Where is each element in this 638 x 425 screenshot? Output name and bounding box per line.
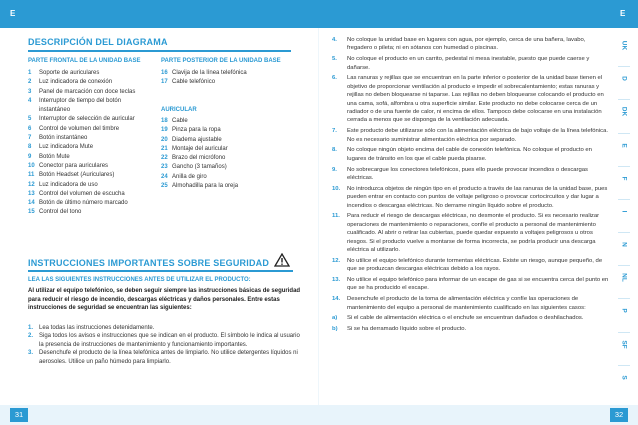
item-text: Este producto debe utilizarse sólo con la alimentación eléctrica de bajo voltaje de la línea telefónica. No es necesario suministrar alimentación eléctrica por separado. [347, 128, 608, 143]
item-number: 6 [28, 125, 32, 132]
list-item [28, 69, 158, 78]
item-number: 22 [161, 155, 168, 162]
item-number: 10. [332, 185, 341, 192]
item-number: 1. [28, 325, 34, 331]
list-item [28, 208, 158, 217]
item-text: No coloque el producto en un carrito, pedestal ni mesa inestable, puesto que puede caerse y dañarse. [347, 56, 590, 71]
list-item [332, 212, 610, 254]
item-number: 3 [28, 88, 32, 95]
item-text: Luz indicadora Mute [39, 144, 94, 151]
item-text: Interruptor de selección de auricular [39, 116, 135, 123]
list-item [28, 349, 302, 366]
item-text: Brazo del micrófono [172, 155, 226, 162]
item-number: 2. [28, 333, 34, 340]
item-number: 21 [161, 145, 168, 152]
list-item [28, 332, 302, 349]
item-text: No utilice el equipo telefónico durante tormentas eléctricas. Existe un riesgo, aunque pequeño, de que se produzcan descargas eléctricas debido a los rayos. [347, 257, 603, 273]
item-text: Diadema ajustable [172, 136, 222, 143]
language-tab-f[interactable]: F [620, 176, 628, 181]
item-number: 8 [28, 144, 32, 151]
language-tab-d[interactable]: D [620, 76, 628, 82]
language-tab-i[interactable]: I [620, 210, 628, 213]
rear-heading: PARTE POSTERIOR DE LA UNIDAD BASE [161, 58, 281, 64]
rear-parts-list [161, 69, 301, 88]
item-number: 25 [161, 183, 168, 190]
item-text: Botón instantáneo [39, 135, 88, 142]
item-text: Para reducir el riesgo de descargas eléctricas, no desmonte el producto. Si es necesario realizar operaciones de mantenimiento o reparaciones, confíe el producto a personal de mantenimiento cualificado. Al abrir o retirar las cubiertas, puede quedar expuesto a voltajes peligrosos u otros riesgos. Si el producto vuelve a montarse de forma incorrecta, se podría producir una descarga eléctrica al utilizarlo. [347, 213, 600, 254]
language-tab-e[interactable]: E [620, 142, 628, 148]
language-separator [618, 66, 630, 67]
list-item [28, 97, 158, 106]
list-item [332, 257, 610, 274]
language-tab-nl[interactable]: NL [620, 273, 628, 283]
list-item [28, 106, 158, 115]
item-number [28, 106, 39, 115]
item-text: Control de volumen del timbre [39, 125, 120, 132]
list-item [28, 171, 158, 180]
headset-heading: AURICULAR [161, 107, 197, 113]
item-text: Almohadilla para la oreja [172, 183, 239, 190]
item-number: 11. [332, 213, 340, 220]
item-number: 13. [332, 277, 341, 284]
item-number: 12. [332, 257, 341, 264]
list-item [332, 146, 610, 163]
item-text: No introduzca objetos de ningún tipo en el producto a través de las ranuras de la unidad base, pues pueden entrar en contacto con puntos de voltaje peligroso o provocar cortocircuitos y dar lugar a incendios o descargas eléctricas. No derrame ningún líquido sobre el producto. [347, 185, 608, 209]
item-text: Siga todos los avisos e instrucciones que se indican en el producto. El símbolo le indica al usuario la presencia de instrucciones de mantenimiento y funcionamiento importantes. [39, 333, 300, 348]
headset-parts-list [161, 117, 301, 191]
list-item [161, 69, 301, 78]
item-text: Interruptor de tiempo del botón [39, 97, 122, 104]
list-item [161, 117, 301, 126]
list-item [28, 181, 158, 190]
item-number: 3. [28, 350, 34, 357]
language-separator [618, 332, 630, 333]
language-separator [618, 99, 630, 100]
item-number: 17 [161, 79, 168, 86]
item-text: Pinza para la ropa [172, 127, 221, 134]
language-tab-n[interactable]: N [620, 242, 628, 247]
item-text: Cable telefónico [172, 79, 216, 86]
list-item [332, 36, 610, 53]
list-item [28, 143, 158, 152]
item-text: instantáneo [39, 107, 71, 114]
list-item [332, 74, 610, 124]
item-number: 10 [28, 162, 35, 169]
item-number: 20 [161, 136, 168, 143]
item-number: 15 [28, 209, 35, 216]
item-text: No utilice el equipo telefónico para informar de un escape de gas si se encuentra cerca del punto en que se ha producido el escape. [347, 277, 609, 292]
item-text: Soporte de auriculares [39, 70, 100, 76]
item-text: Control del tono [39, 209, 82, 216]
language-separator [618, 265, 630, 266]
item-text: Montaje del auricular [172, 145, 228, 152]
list-item [161, 126, 301, 135]
language-separator [618, 133, 630, 134]
front-parts-list [28, 69, 158, 218]
safety-intro: Al utilizar el equipo telefónico, se deben seguir siempre las instrucciones básicas de seguridad para reducir el riesgo de incendio, descargas eléctricas y daños personales. Entre estas instrucciones de seguridad se encuentran las siguientes: [28, 288, 301, 312]
safety-underline [28, 270, 293, 272]
item-number: 5. [332, 56, 337, 63]
header-left-label: E [10, 9, 16, 18]
item-number: 19 [161, 127, 168, 134]
list-item [28, 153, 158, 162]
item-text: Botón Mute [39, 153, 70, 160]
language-tab-sf[interactable]: SF [620, 339, 628, 349]
warning-icon [274, 253, 290, 267]
item-number: 16 [161, 70, 168, 76]
item-number: 8. [332, 147, 337, 154]
item-text: Desenchufe el producto de la toma de alimentación eléctrica y confíe las operaciones de mantenimiento del equipo a personal de mantenimiento cualificado en las siguientes casos: [347, 296, 586, 311]
list-item [332, 295, 610, 312]
language-tab-p[interactable]: P [620, 308, 628, 314]
list-item [28, 134, 158, 143]
item-number: b) [332, 326, 338, 333]
list-item [28, 125, 158, 134]
item-text: Clavija de la línea telefónica [172, 70, 247, 76]
item-number: 24 [161, 173, 168, 180]
item-text: Conector para auriculares [39, 162, 109, 169]
item-number: 7. [332, 128, 337, 135]
list-item [161, 78, 301, 87]
item-text: Anilla de giro [172, 173, 207, 180]
list-item [161, 163, 301, 172]
item-number: 6. [332, 75, 337, 82]
item-number: 2 [28, 79, 32, 86]
item-text: Luz indicadora de conexión [39, 79, 113, 86]
list-item [28, 190, 158, 199]
title-underline [28, 50, 291, 52]
item-text: No coloque la unidad base en lugares con agua, por ejemplo, cerca de una bañera, lavabo, fregadero o pileta; ni en sótanos con humedad o piscinas. [347, 37, 586, 52]
item-number: 9. [332, 166, 337, 173]
item-number: 4 [28, 97, 32, 104]
language-separator [618, 166, 630, 167]
list-item [161, 182, 301, 191]
list-item [161, 154, 301, 163]
item-number: 13 [28, 190, 35, 197]
item-text: Botón de último número marcado [39, 200, 128, 207]
list-item [161, 145, 301, 154]
item-number: 1 [28, 70, 32, 76]
item-number: 4. [332, 37, 337, 43]
list-item [332, 185, 610, 210]
item-text: No coloque ningún objeto encima del cable de conexión telefónica. No coloque el producto en lugares de tránsito en los que el cable pueda pisarse. [347, 147, 592, 162]
language-tab-s[interactable]: S [620, 375, 628, 380]
language-separator [618, 298, 630, 299]
list-item [332, 276, 610, 293]
item-number: 12 [28, 181, 35, 188]
list-item [28, 115, 158, 124]
page-divider [318, 28, 319, 405]
item-number: 14. [332, 296, 341, 303]
header-bar [0, 0, 638, 28]
item-text: Si se ha derramado líquido sobre el producto. [347, 326, 467, 333]
item-text: No sobrecargue los conectores telefónicos, pues ello puede provocar incendios o descargas eléctricas. [347, 166, 589, 182]
item-text: Botón Headset (Auriculares) [39, 172, 115, 179]
safety-instructions-list [28, 324, 302, 366]
item-text: Cable [172, 118, 188, 124]
list-item [28, 324, 302, 332]
footer-bar [0, 405, 638, 425]
item-number: 9 [28, 153, 32, 160]
item-number: 7 [28, 135, 32, 142]
safety-subheading: LEA LAS SIGUIENTES INSTRUCCIONES ANTES DE UTILIZAR EL PRODUCTO: [28, 277, 251, 283]
item-text: Desenchufe el producto de la línea telefónica antes de limpiarlo. No utilice detergentes líquidos ni aerosoles. Utilice un paño húmedo para limpiarlo. [39, 350, 298, 365]
page-number-right: 32 [610, 408, 628, 422]
item-text: Control del volumen de escucha [39, 190, 125, 197]
item-number: 23 [161, 164, 168, 171]
list-item [332, 55, 610, 72]
page-number-left: 31 [10, 408, 28, 422]
language-separator [618, 232, 630, 233]
item-text: Gancho (3 tamaños) [172, 164, 227, 171]
item-number: 5 [28, 116, 32, 123]
list-item [332, 325, 610, 333]
list-item [332, 166, 610, 183]
list-item [161, 173, 301, 182]
item-text: Las ranuras y rejillas que se encuentran en la parte inferior o posterior de la unidad base tienen el objetivo de proporcionar ventilación al producto e impedir el sobrecalentamiento; estas ranuras y rejillas no deben bloquearse ni taparse. Las rejillas no deben bloquearse colocando el producto en una cama, sofá, alfombra u otra superficie similar. Este producto no debe colocarse cerca de un radiador o de una fuente de calor, ni encima de ellos. Tampoco debe colocarse en una instalación cerrada a menos que se disponga de la ventilación adecuada. [347, 75, 604, 124]
safety-title: INSTRUCCIONES IMPORTANTES SOBRE SEGURIDAD [28, 258, 270, 268]
front-heading: PARTE FRONTAL DE LA UNIDAD BASE [28, 58, 141, 64]
list-item [28, 199, 158, 208]
safety-instructions-continued [332, 36, 610, 336]
item-text: Si el cable de alimentación eléctrica o el enchufe se encuentran dañados o deshilachados. [347, 315, 584, 322]
language-separator [618, 199, 630, 200]
item-number: a) [332, 315, 338, 322]
header-right-label: E [620, 9, 626, 18]
list-item [28, 162, 158, 171]
item-number: 11 [28, 172, 35, 179]
language-tab-uk[interactable]: UK [620, 40, 628, 51]
list-item [28, 88, 158, 97]
list-item [332, 127, 610, 144]
language-separator [618, 365, 630, 366]
language-tab-dk[interactable]: DK [620, 107, 628, 117]
item-text: Lea todas las instrucciones detenidamente. [39, 325, 155, 331]
item-text: Luz indicadora de uso [39, 181, 98, 188]
list-item [28, 78, 158, 87]
item-number: 14 [28, 200, 35, 207]
item-number: 18 [161, 118, 168, 124]
item-text: Panel de marcación con doce teclas [39, 88, 136, 95]
list-item [332, 314, 610, 322]
diagram-title: DESCRIPCIÓN DEL DIAGRAMA [28, 37, 168, 47]
list-item [161, 136, 301, 145]
